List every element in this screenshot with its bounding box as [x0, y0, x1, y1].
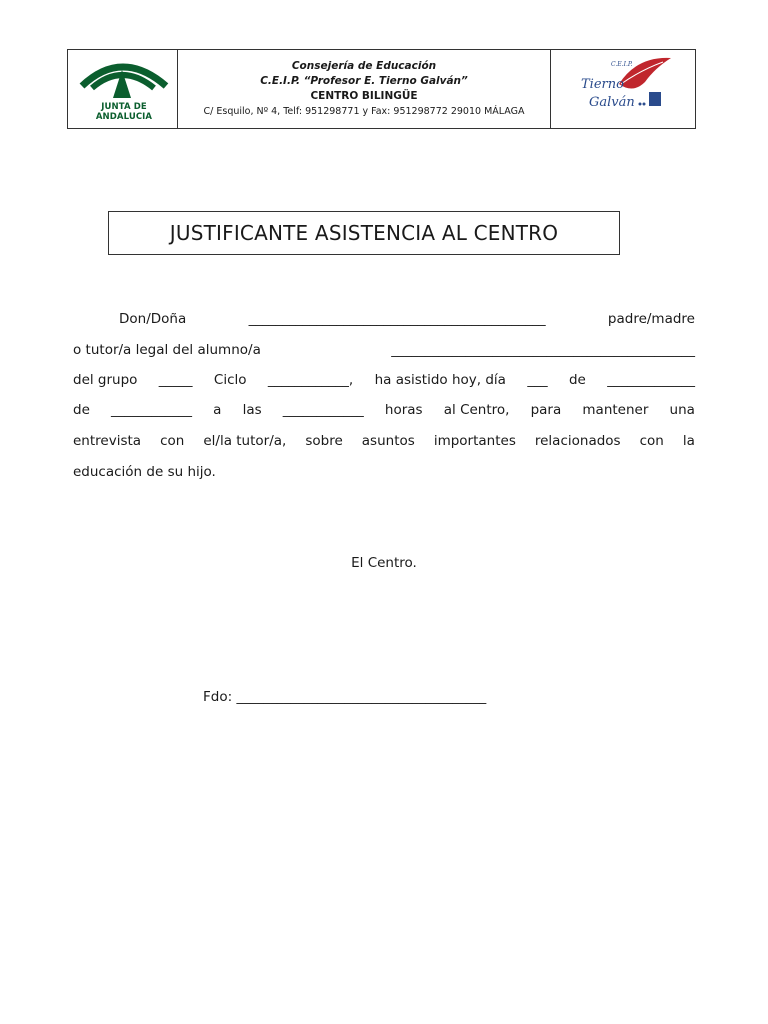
- label-asuntos: asuntos: [361, 433, 415, 449]
- label-con: con: [160, 433, 185, 449]
- school-address: C/ Esquilo, Nº 4, Telf: 951298771 y Fax: 951298772 29010 MÁLAGA: [203, 106, 525, 117]
- label-tutor-2: el/la tutor/a,: [203, 433, 287, 449]
- label-ciclo: Ciclo: [213, 372, 247, 388]
- closing-text: El Centro.: [351, 555, 417, 571]
- label-entrevista: entrevista: [73, 433, 142, 449]
- signature-label: Fdo:: [203, 689, 233, 705]
- logo-small-text: C.E.I.P.: [611, 61, 633, 68]
- label-educacion: educación de su hijo.: [73, 464, 216, 480]
- form-line-4: [73, 402, 695, 422]
- blank-group[interactable]: _____: [158, 372, 193, 388]
- letterhead: [67, 49, 696, 129]
- school-logo-cell: [551, 50, 695, 128]
- form-line-1: [73, 311, 695, 331]
- blank-cycle[interactable]: ____________,: [267, 372, 354, 388]
- tierno-galvan-logo: [575, 54, 675, 120]
- label-tutor: o tutor/a legal del alumno/a: [73, 342, 261, 358]
- label-al-centro: al Centro,: [443, 402, 510, 418]
- label-asistido: ha asistido hoy, día: [374, 372, 506, 388]
- label-horas: horas: [384, 402, 423, 418]
- junta-logo-text: JUNTA DE ANDALUCIA: [95, 102, 153, 122]
- department-name: Consejería de Educación: [291, 60, 437, 72]
- label-relacionados: relacionados: [534, 433, 621, 449]
- label-una: una: [669, 402, 695, 418]
- label-la: la: [682, 433, 695, 449]
- label-don-dona: Don/Doña: [119, 311, 187, 327]
- blank-year[interactable]: ____________: [111, 402, 193, 418]
- label-a: a: [213, 402, 222, 418]
- signature-blank[interactable]: _____________________________________: [236, 689, 487, 705]
- logo-line1: Tierno: [581, 77, 624, 92]
- label-grupo: del grupo: [73, 372, 138, 388]
- label-de-2: de: [73, 402, 90, 418]
- label-importantes: importantes: [433, 433, 516, 449]
- form-line-3: [73, 372, 695, 392]
- signature-line: [203, 689, 486, 705]
- form-line-2: [73, 342, 695, 362]
- bilingual-label: CENTRO BILINGÜE: [310, 90, 418, 102]
- school-name: C.E.I.P. “Profesor E. Tierno Galván”: [260, 75, 468, 87]
- junta-logo-cell: [68, 50, 178, 128]
- label-parent: padre/madre: [607, 311, 695, 327]
- label-de: de: [568, 372, 586, 388]
- form-line-5: [73, 433, 695, 453]
- label-para: para: [530, 402, 562, 418]
- blank-hour[interactable]: ____________: [282, 402, 364, 418]
- form-line-6: [73, 464, 695, 484]
- blank-student[interactable]: _____________________________________________: [391, 342, 695, 358]
- school-info: [178, 50, 551, 128]
- label-con-2: con: [639, 433, 664, 449]
- label-las: las: [242, 402, 262, 418]
- label-sobre: sobre: [305, 433, 343, 449]
- blank-day[interactable]: ___: [527, 372, 548, 388]
- blank-name[interactable]: ____________________________________________: [248, 311, 546, 327]
- logo-line2: Galván: [589, 95, 635, 110]
- label-mantener: mantener: [582, 402, 649, 418]
- blank-month[interactable]: _____________: [607, 372, 695, 388]
- document-title: JUSTIFICANTE ASISTENCIA AL CENTRO: [108, 211, 620, 255]
